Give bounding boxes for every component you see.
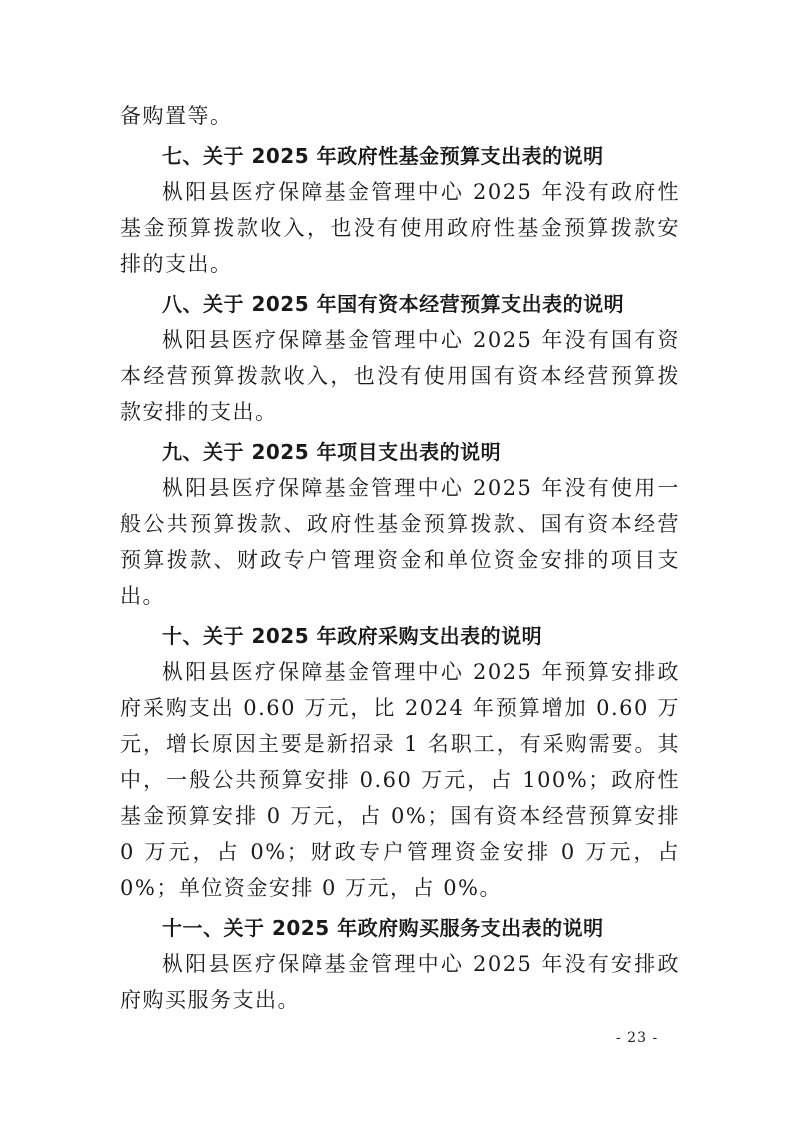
continuation-text: 备购置等。 bbox=[120, 104, 233, 128]
section-heading-7: 七、关于 2025 年政府性基金预算支出表的说明 bbox=[162, 144, 604, 168]
section-body-7: 枞阳县医疗保障基金管理中心 2025 年没有政府性基金预算拨款收入，也没有使用政府性基金预算拨款安排的支出。 bbox=[120, 180, 680, 276]
section-body-9: 枞阳县医疗保障基金管理中心 2025 年没有使用一般公共预算拨款、政府性基金预算拨款、国有资本经营预算拨款、财政专户管理资金和单位资金安排的项目支出。 bbox=[120, 476, 680, 608]
section-heading-11: 十一、关于 2025 年政府购买服务支出表的说明 bbox=[162, 916, 604, 940]
section-heading-10: 十、关于 2025 年政府采购支出表的说明 bbox=[162, 624, 543, 648]
section-body-8: 枞阳县医疗保障基金管理中心 2025 年没有国有资本经营预算拨款收入，也没有使用国有资本经营预算拨款安排的支出。 bbox=[120, 328, 680, 424]
document-body bbox=[120, 98, 680, 1018]
section-heading-9: 九、关于 2025 年项目支出表的说明 bbox=[162, 440, 502, 464]
section-body-11: 枞阳县医疗保障基金管理中心 2025 年没有安排政府购买服务支出。 bbox=[120, 952, 680, 1012]
page-number: - 23 - bbox=[616, 1030, 659, 1046]
section-body-10: 枞阳县医疗保障基金管理中心 2025 年预算安排政府采购支出 0.60 万元，比 2024 年预算增加 0.60 万元，增长原因主要是新招录 1 名职工，有采购需要。其中，一般公共预算安排 0.60 万元，占 100%；政府性基金预算安排 0 万元，占 0%；国有资本经营预算安排 0 万元，占 0%；财政专户管理资金安排 0 万元，占 0%；单位资金安排 0 万元，占 0%。 bbox=[120, 660, 680, 900]
section-heading-8: 八、关于 2025 年国有资本经营预算支出表的说明 bbox=[162, 292, 625, 316]
